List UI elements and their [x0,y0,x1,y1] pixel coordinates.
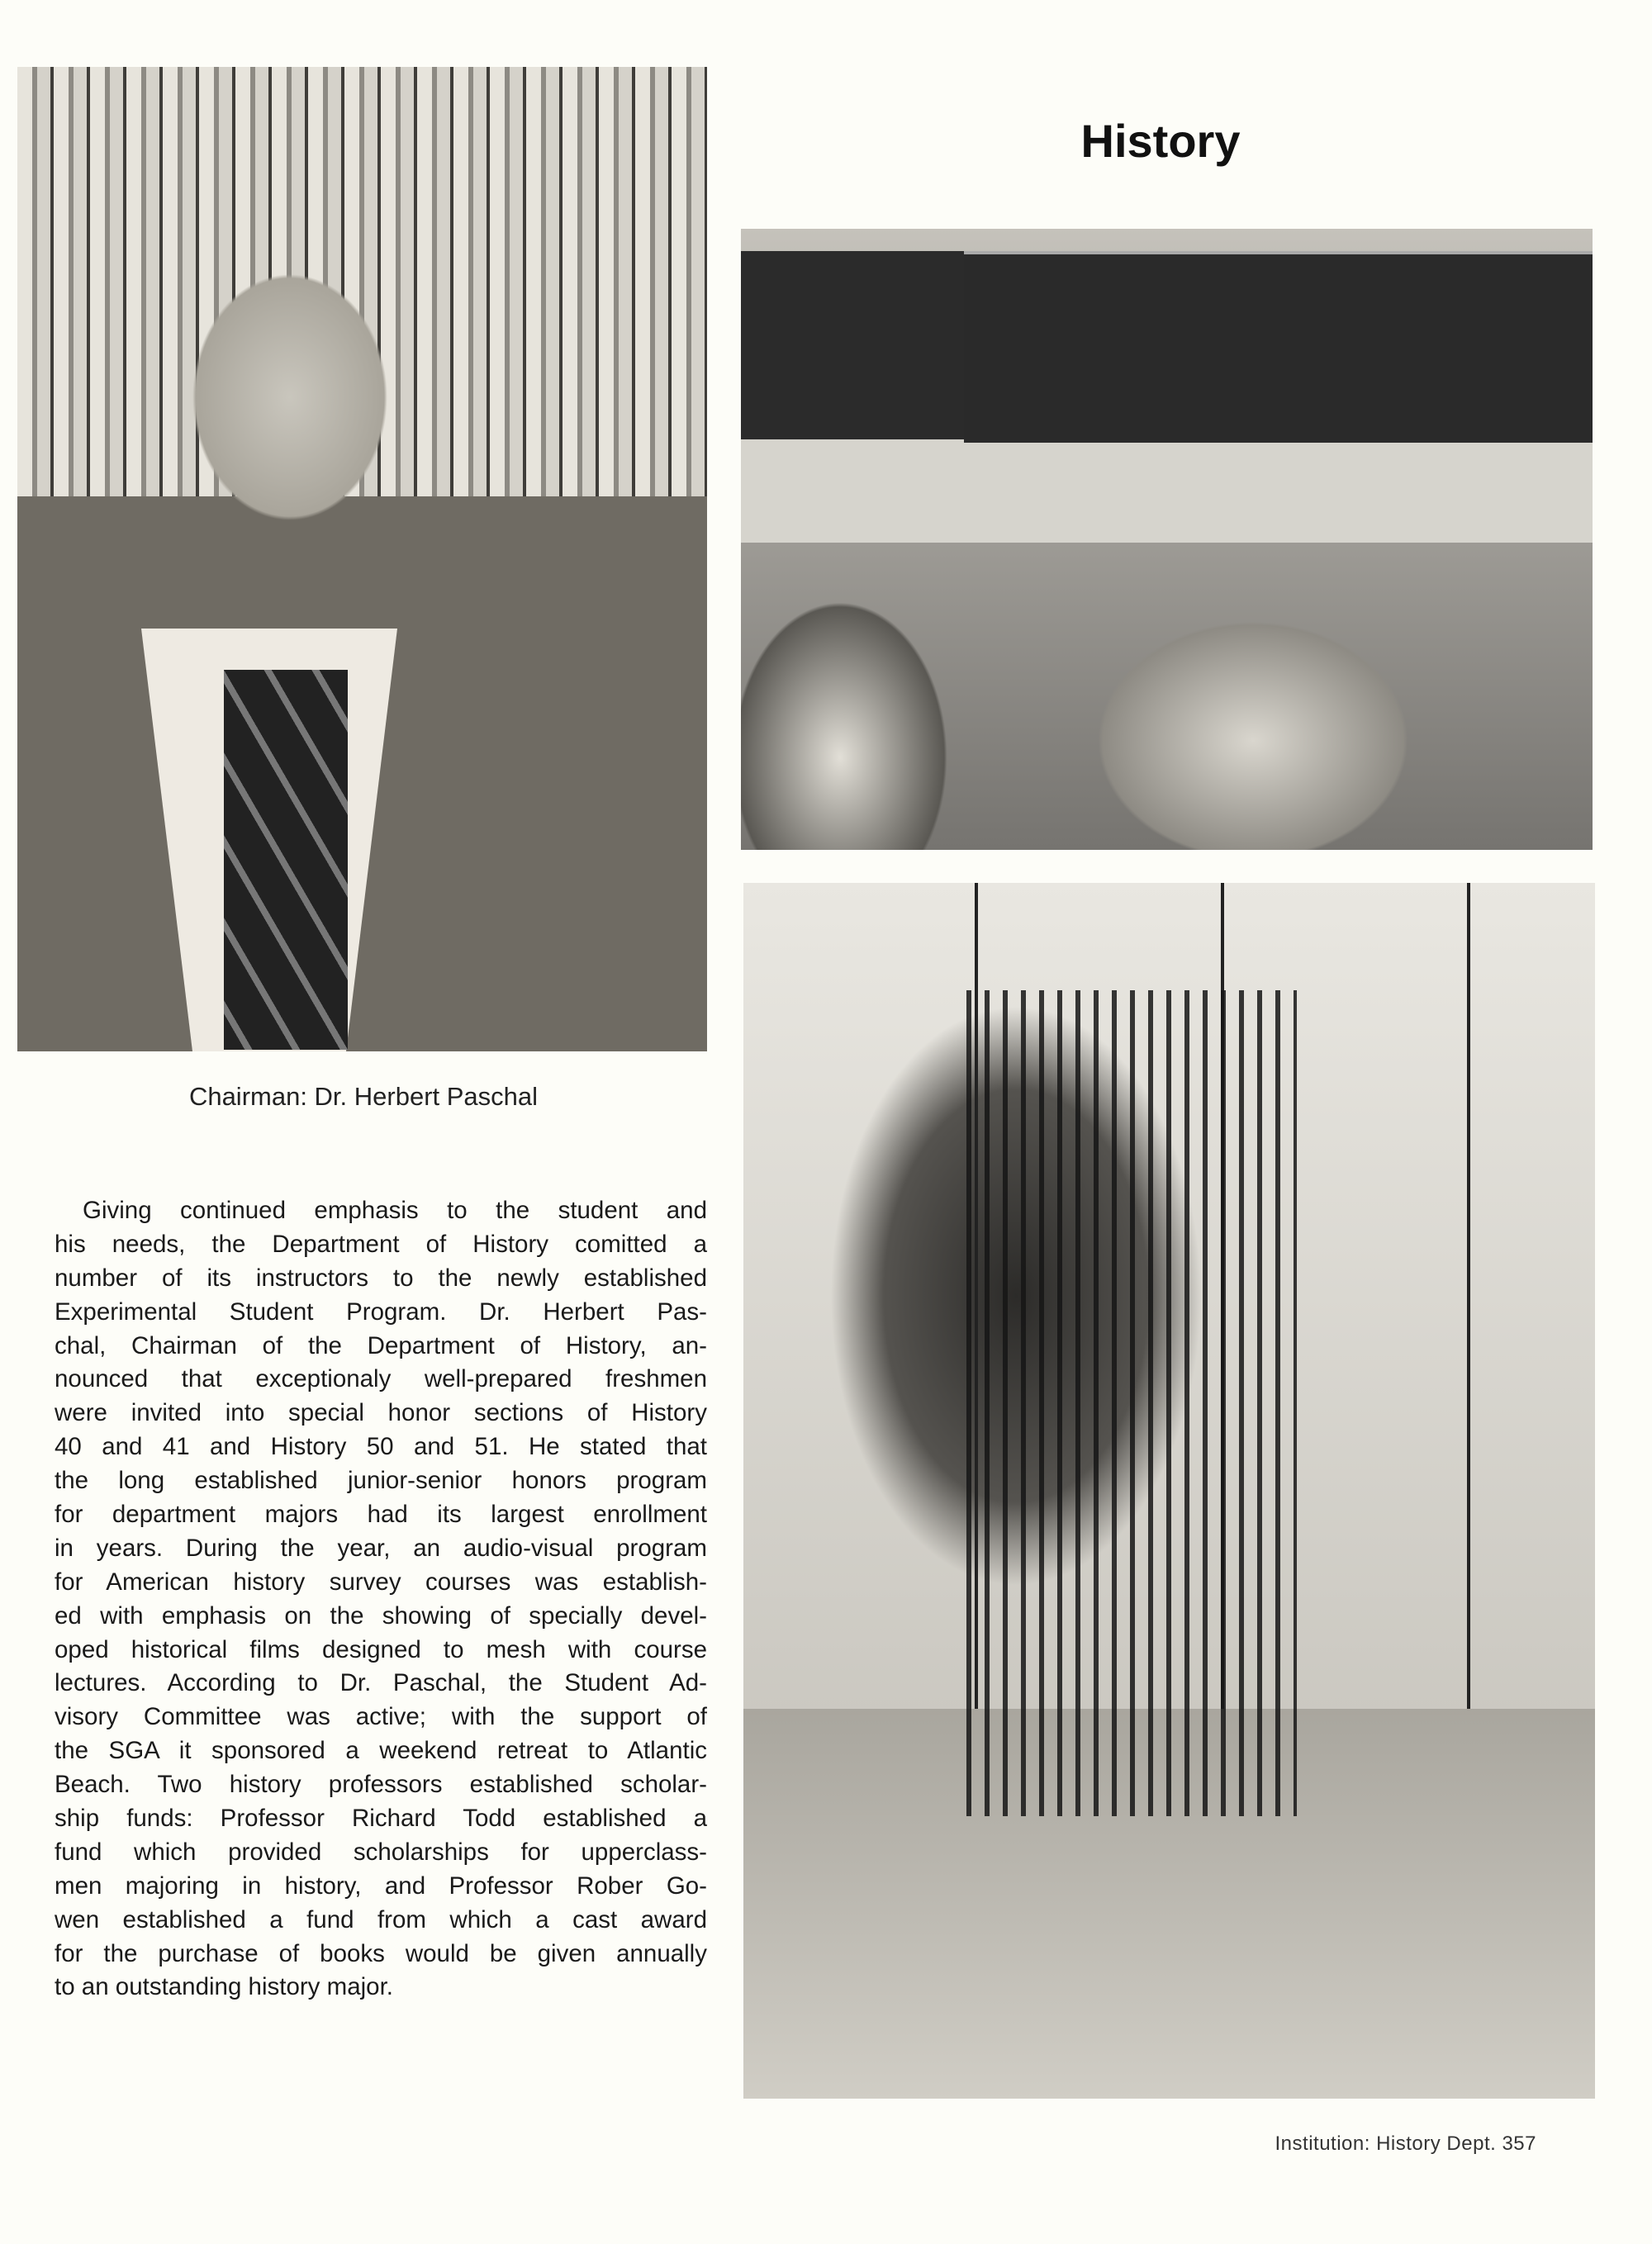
body-text-line: the SGA it sponsored a weekend retreat to Atlantic [55,1737,707,1765]
photo-caption: Chairman: Dr. Herbert Paschal [188,1082,539,1111]
body-text-line: oped historical films designed to mesh with course [55,1635,707,1663]
body-text-line: Experimental Student Program. Dr. Herbert Pas- [55,1298,707,1326]
article-body [55,1194,707,2004]
page-footer: Institution: History Dept. 357 [1275,2133,1536,2155]
striped-tie [224,670,348,1050]
chalkboard [964,251,1593,443]
body-text-line: for American history survey courses was establish- [55,1568,707,1596]
body-text-line: chal, Chairman of the Department of History, an- [55,1331,707,1359]
body-text-line: nounced that exceptionaly well-prepared freshmen [55,1365,707,1393]
chairman-portrait-photo [17,67,707,1051]
classroom-lecture-photo [741,229,1593,850]
body-text-line: 40 and 41 and History 50 and 51. He stated that [55,1433,707,1461]
body-text-line: ship funds: Professor Richard Todd established a [55,1805,707,1833]
body-text-line: for department majors had its largest enrollment [55,1501,707,1529]
body-text-line: lectures. According to Dr. Paschal, the Student Ad- [55,1669,707,1697]
body-text-line: wen established a fund from which a cast award [55,1905,707,1933]
campus-gate-walkers-photo [743,883,1595,2099]
body-text-line: ed with emphasis on the showing of specially devel- [55,1601,707,1630]
body-text-line: fund which provided scholarships for upperclass- [55,1838,707,1866]
body-text-line: were invited into special honor sections of History [55,1399,707,1427]
body-text-line: men majoring in history, and Professor Rober Go- [55,1872,707,1900]
body-text-line: number of its instructors to the newly established [55,1264,707,1292]
body-text-line: visory Committee was active; with the support of [55,1703,707,1731]
body-text-line: for the purchase of books would be given annually [55,1939,707,1967]
body-text-line: Giving continued emphasis to the student and [83,1197,707,1224]
body-text-line: his needs, the Department of History comitted a [55,1230,707,1258]
page-title: History [1080,115,1241,167]
body-text-line: Beach. Two history professors established scholar- [55,1771,707,1799]
body-text-line: in years. During the year, an audio-visual program [55,1534,707,1562]
iron-gate [966,990,1297,1816]
body-text-line: the long established junior-senior honors program [55,1467,707,1495]
body-text-line: to an outstanding history major. [55,1973,393,2001]
